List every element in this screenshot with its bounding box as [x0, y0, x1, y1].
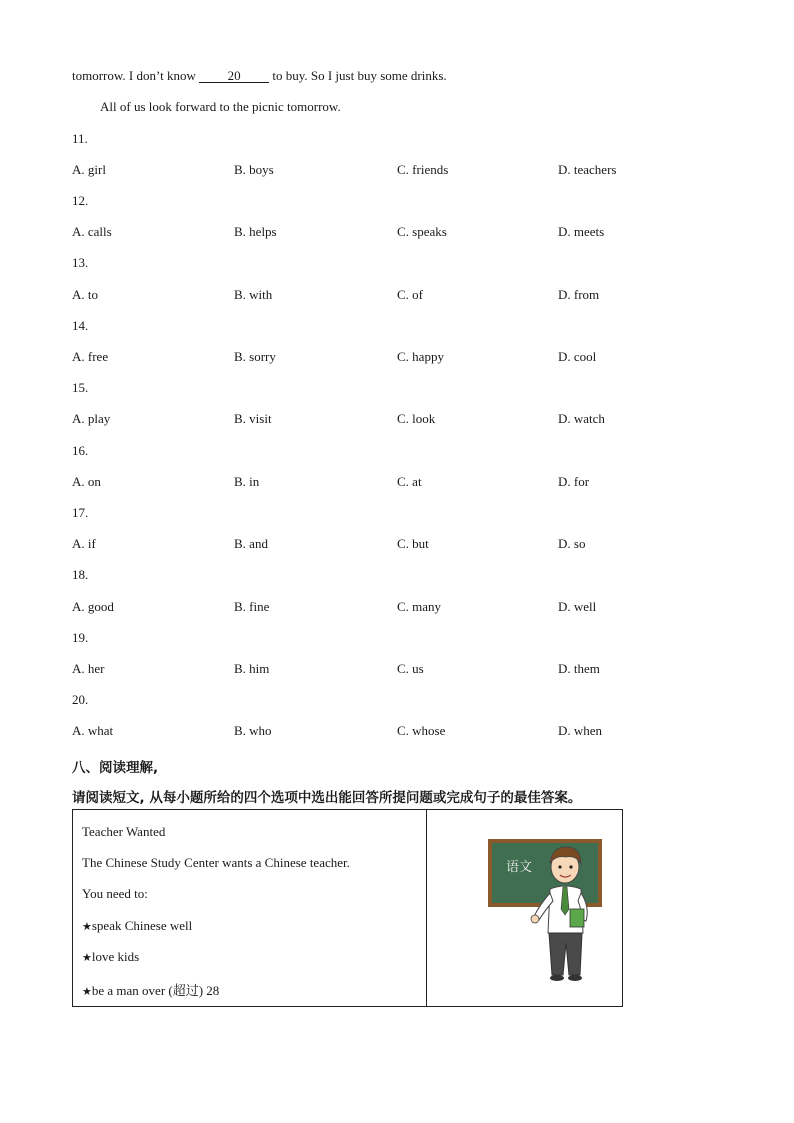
option-b: B. who [234, 723, 272, 738]
option-c: C. look [397, 411, 436, 426]
passage-line [72, 68, 447, 84]
option-b: B. him [234, 661, 270, 676]
option-c: C. many [397, 599, 442, 614]
option-c: C. of [397, 287, 423, 302]
requirement-text: be a man over (超过) 28 [91, 983, 220, 998]
star-icon: ★ [82, 985, 92, 998]
option-d: D. meets [558, 224, 605, 239]
option-c: C. friends [397, 162, 449, 177]
section-title: 八、阅读理解, [72, 760, 159, 776]
passage-text: to buy. So I just buy some drinks. [269, 68, 447, 83]
option-d: D. cool [558, 349, 597, 364]
option-a: A. her [72, 661, 105, 676]
option-d: D. teachers [558, 162, 617, 177]
question-number: 17. [72, 505, 89, 520]
option-b: B. helps [234, 224, 277, 239]
table-divider [426, 810, 427, 1006]
requirement-item [82, 949, 139, 965]
option-d: D. when [558, 723, 603, 738]
option-c: C. but [397, 536, 429, 551]
question-number: 14. [72, 318, 89, 333]
option-d: D. watch [558, 411, 605, 426]
ad-need: You need to: [82, 886, 148, 901]
teacher-illustration [486, 837, 606, 985]
requirement-text: speak Chinese well [91, 918, 193, 933]
passage-text: tomorrow. I don’t know [72, 68, 200, 83]
option-d: D. well [558, 599, 597, 614]
answer-blank: 20 [199, 69, 269, 83]
requirement-item [82, 918, 192, 934]
option-a: A. what [72, 723, 114, 738]
option-a: A. to [72, 287, 98, 302]
option-b: B. in [234, 474, 260, 489]
option-b: B. visit [234, 411, 272, 426]
question-number: 20. [72, 692, 89, 707]
star-icon: ★ [82, 920, 92, 933]
requirement-text: love kids [91, 949, 140, 964]
section-instruction: 请阅读短文, 从每小题所给的四个选项中选出能回答所提问题或完成句子的最佳答案。 [72, 790, 582, 806]
requirement-item [82, 980, 219, 999]
option-a: A. play [72, 411, 111, 426]
option-b: B. sorry [234, 349, 276, 364]
option-c: C. whose [397, 723, 446, 738]
option-d: D. from [558, 287, 600, 302]
option-c: C. at [397, 474, 422, 489]
option-a: A. if [72, 536, 96, 551]
passage-line: All of us look forward to the picnic tomorrow. [100, 99, 341, 114]
question-number: 19. [72, 630, 89, 645]
question-number: 12. [72, 193, 89, 208]
option-c: C. us [397, 661, 424, 676]
option-a: A. free [72, 349, 109, 364]
book-icon [570, 909, 584, 927]
option-d: D. so [558, 536, 586, 551]
option-d: D. them [558, 661, 600, 676]
star-icon: ★ [82, 951, 92, 964]
option-a: A. good [72, 599, 114, 614]
ad-box [72, 809, 623, 1007]
question-number: 13. [72, 255, 89, 270]
ad-intro: The Chinese Study Center wants a Chinese teacher. [82, 855, 350, 870]
option-a: A. girl [72, 162, 106, 177]
question-number: 11. [72, 131, 88, 146]
option-a: A. on [72, 474, 101, 489]
option-b: B. with [234, 287, 273, 302]
option-a: A. calls [72, 224, 112, 239]
question-number: 15. [72, 380, 89, 395]
ad-title: Teacher Wanted [82, 824, 166, 839]
option-b: B. boys [234, 162, 274, 177]
option-d: D. for [558, 474, 590, 489]
teacher-pants [549, 933, 582, 975]
question-number: 16. [72, 443, 89, 458]
option-b: B. and [234, 536, 268, 551]
option-c: C. speaks [397, 224, 447, 239]
option-b: B. fine [234, 599, 270, 614]
chalkboard-text: 语文 [506, 860, 533, 875]
option-c: C. happy [397, 349, 444, 364]
question-number: 18. [72, 567, 89, 582]
